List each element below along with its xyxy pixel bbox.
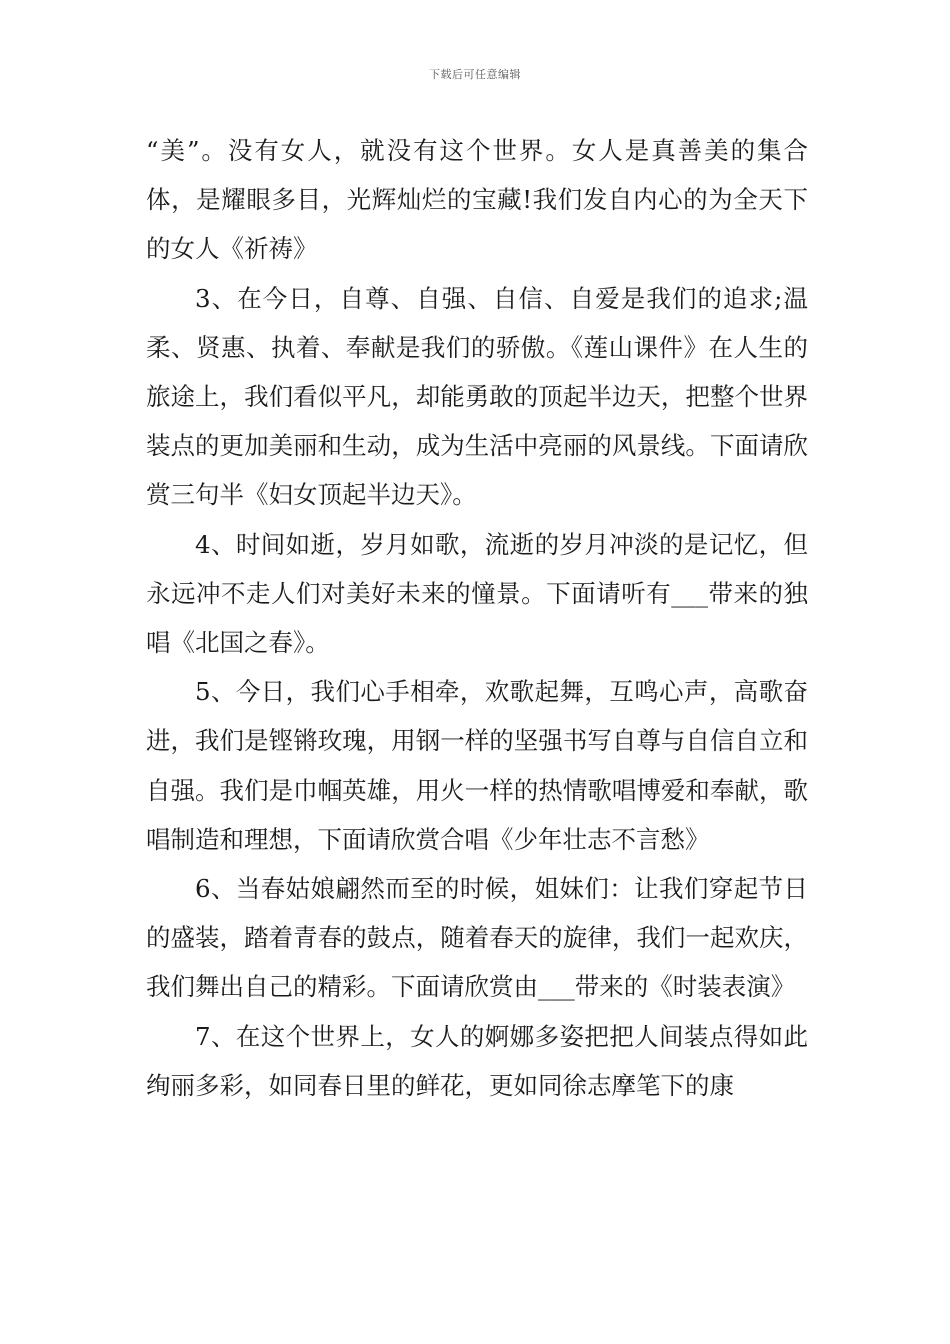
paragraph: 4、时间如逝，岁月如歌，流逝的岁月冲淡的是记忆，但永远冲不走人们对美好未来的憧景。下面请听有___带来的独唱《北国之春》。: [146, 529, 808, 658]
paragraph: “美”。没有女人，就没有这个世界。女人是真善美的集合体，是耀眼多目，光辉灿烂的宝藏!我们发自内心的为全天下的女人《祈祷》: [146, 136, 808, 264]
document-body: [146, 126, 808, 1110]
paragraph: 5、今日，我们心手相牵，欢歌起舞，互鸣心声，高歌奋进，我们是铿锵玫瑰，用钢一样的坚强书写自尊与自信自立和自强。我们是巾帼英雄，用火一样的热情歌唱博爱和奉献，歌唱制造和理想，下面请欣赏合唱《少年壮志不言愁》: [146, 677, 808, 854]
header-note: 下载后可任意编辑: [429, 68, 521, 81]
paragraph: 3、在今日，自尊、自强、自信、自爱是我们的追求;温柔、贤惠、执着、奉献是我们的骄傲。《莲山课件》在人生的旅途上，我们看似平凡，却能勇敢的顶起半边天，把整个世界装点的更加美丽和生动，成为生活中亮丽的风景线。下面请欣赏三句半《妇女顶起半边天》。: [146, 283, 808, 510]
paragraph: 7、在这个世界上，女人的婀娜多姿把把人间装点得如此绚丽多彩，如同春日里的鲜花，更如同徐志摩笔下的康: [146, 1021, 808, 1100]
paragraph: 6、当春姑娘翩然而至的时候，姐妹们：让我们穿起节日的盛装，踏着青春的鼓点，随着春天的旋律，我们一起欢庆，我们舞出自己的精彩。下面请欣赏由___带来的《时装表演》: [146, 874, 808, 1002]
